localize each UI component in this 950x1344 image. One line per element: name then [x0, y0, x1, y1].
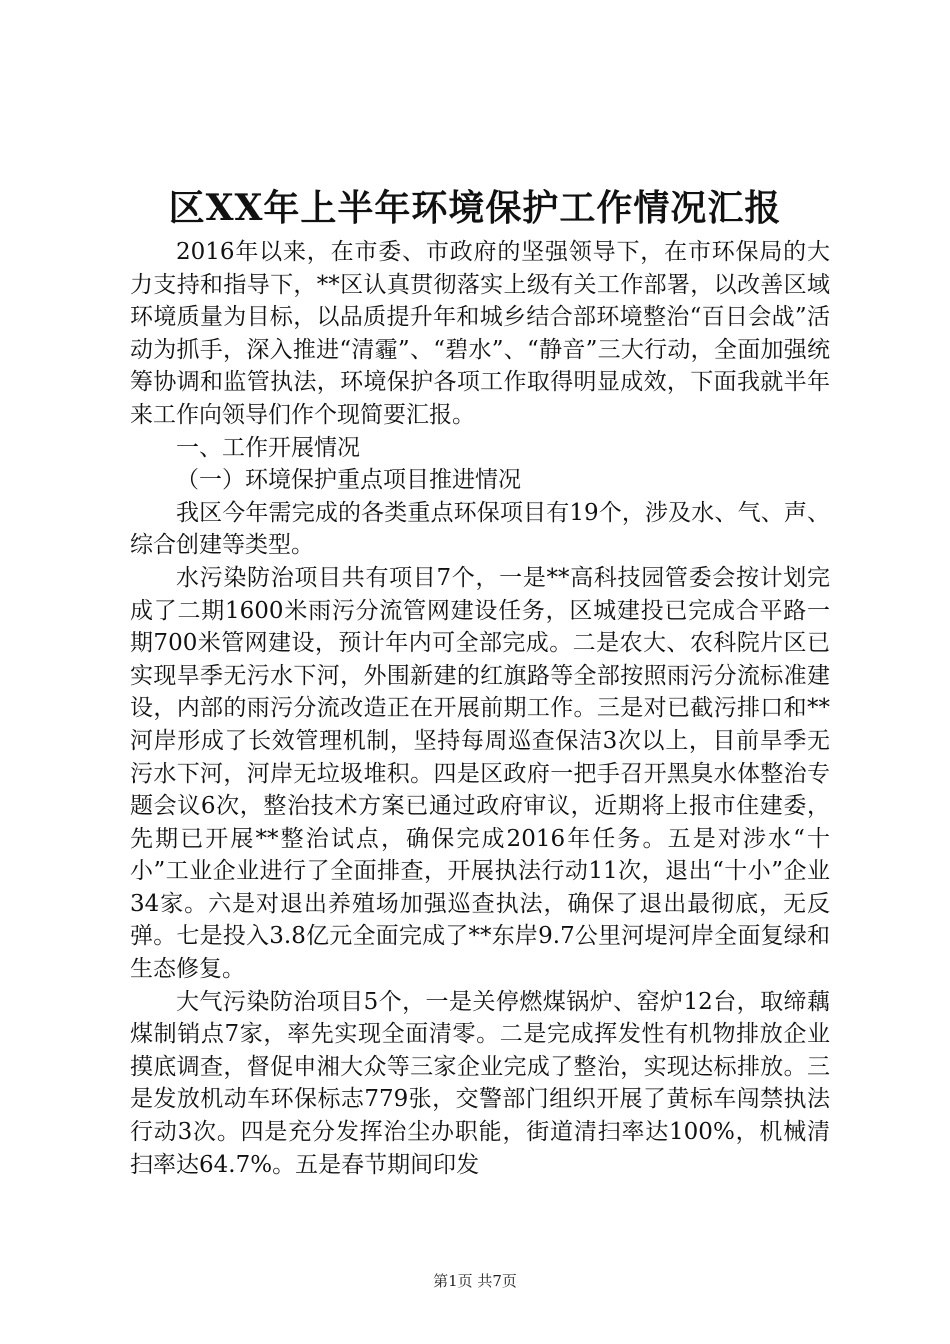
section-heading: 一、工作开展情况	[176, 434, 360, 461]
paragraph-water-pollution: 水污染防治项目共有项目7个，一是**高科技园管委会按计划完成了二期1600米雨污分流管网建设任务，区城建投已完成合平路一期700米管网建设，预计年内可全部完成。二是农大、农科院片区已实现旱季无污水下河，外围新建的红旗路等全部按照雨污分流标准建设，内部的雨污分流改造正在开展前期工作。三是对已截污排口和**河岸形成了长效管理机制，坚持每周巡查保洁3次以上，目前旱季无污水下河，河岸无垃圾堆积。四是区政府一把手召开黑臭水体整治专题会议6次，整治技术方案已通过政府审议，近期将上报市住建委，先期已开展**整治试点，确保完成2016年任务。五是对涉水“十小”工业企业进行了全面排查，开展执法行动11次，退出“十小”企业34家。六是对退出养殖场加强巡查执法，确保了退出最彻底，无反弹。七是投入3.8亿元全面完成了**东岸9.7公里河堤河岸全面复绿和生态修复。	[130, 564, 830, 983]
page-number-footer: 第1页 共7页	[433, 1272, 517, 1290]
subsection-heading: （一）环境保护重点项目推进情况	[176, 467, 521, 494]
paragraph-projects-overview: 我区今年需完成的各类重点环保项目有19个，涉及水、气、声、综合创建等类型。	[130, 499, 830, 559]
paragraph-air-pollution: 大气污染防治项目5个，一是关停燃煤锅炉、窑炉12台，取缔藕煤制销点7家，率先实现全面清零。二是完成挥发性有机物排放企业摸底调查，督促申湘大众等三家企业完成了整治，实现达标排放。三是发放机动车环保标志779张，交警部门组织开展了黄标车闯禁执法行动3次。四是充分发挥治尘办职能，街道清扫率达100%，机械清扫率达64.7%。五是春节期间印发	[130, 988, 830, 1178]
document-body	[130, 236, 830, 1181]
paragraph-intro: 2016年以来，在市委、市政府的坚强领导下，在市环保局的大力支持和指导下，**区认真贯彻落实上级有关工作部署，以改善区域环境质量为目标，以品质提升年和城乡结合部环境整治“百日会战”活动为抓手，深入推进“清霾”、“碧水”、“静音”三大行动，全面加强统筹协调和监管执法，环境保护各项工作取得明显成效，下面我就半年来工作向领导们作个现简要汇报。	[130, 239, 830, 428]
document-title: 区XX年上半年环境保护工作情况汇报	[168, 187, 782, 229]
